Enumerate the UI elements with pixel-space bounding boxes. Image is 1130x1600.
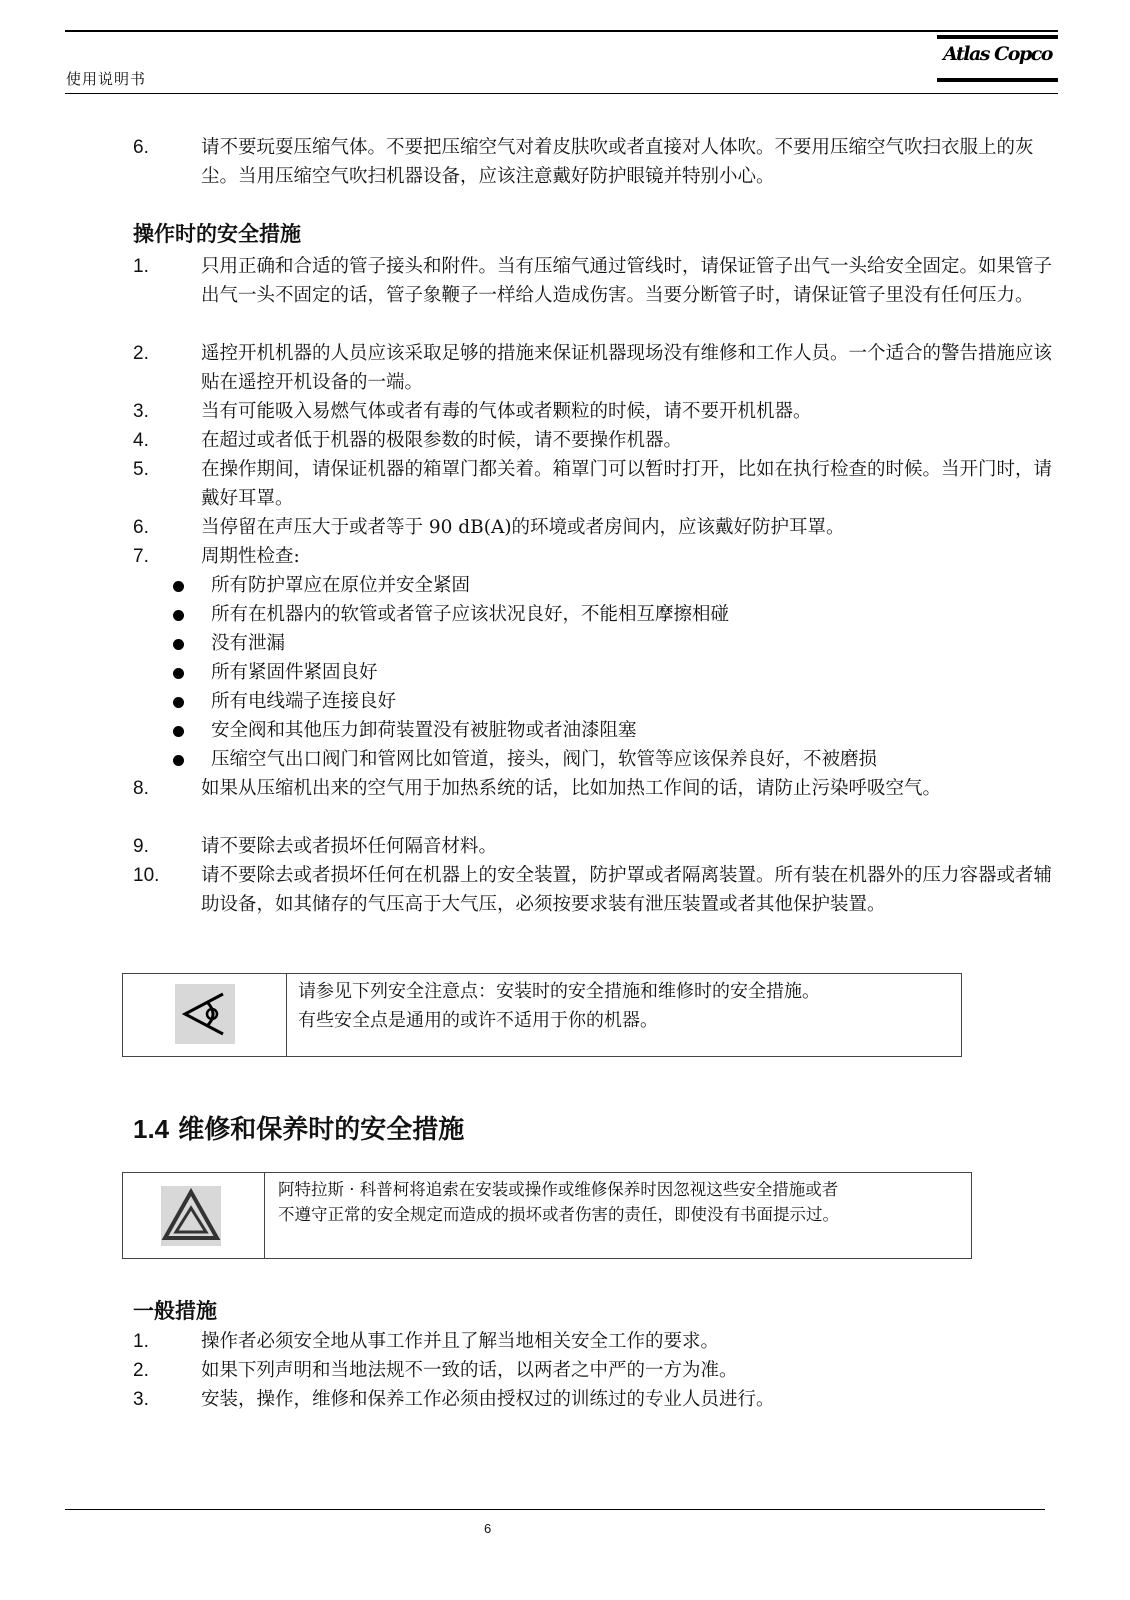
warning-line: 不遵守正常的安全规定而造成的损坏或者伤害的责任，即使没有书面提示过。 [278,1205,839,1224]
item-text: 在超过或者低于机器的极限参数的时候，请不要操作机器。 [201,430,683,451]
section-heading-operation: 操作时的安全措施 [133,221,301,246]
section-heading-general: 一般措施 [133,1298,217,1323]
warning-icon-cell [123,1173,265,1258]
item-text: 当停留在声压大于或者等于 90 dB(A)的环境或者房间内，应该戴好防护耳罩。 [201,517,845,538]
bullet-text: 所有防护罩应在原位并安全紧固 [211,575,471,596]
logo-bar-bottom [937,78,1058,82]
document-title: 使用说明书 [66,70,147,88]
bullet-icon [173,581,184,592]
item-number: 4. [133,430,149,451]
header-top-rule [65,30,1058,32]
item-text: 操作者必须安全地从事工作并且了解当地相关安全工作的要求。 [201,1331,720,1352]
bullet-text: 所有紧固件紧固良好 [211,662,378,683]
note-text [298,977,820,1035]
list-item [133,133,1058,191]
item-number: 3. [133,1389,149,1410]
note-box [122,973,962,1057]
note-icon-cell [123,974,287,1056]
section-title [133,1109,464,1146]
list-item [133,1327,1058,1356]
item-number: 10. [133,865,160,886]
note-line: 有些安全点是通用的或许不适用于你的机器。 [298,1010,658,1031]
warning-box [122,1172,972,1259]
item-number: 6. [133,137,149,158]
item-number: 6. [133,517,149,538]
list-item [133,861,1058,948]
item-text: 遥控开机机器的人员应该采取足够的措施来保证机器现场没有维修和工作人员。一个适合的警告措施应该贴在遥控开机设备的一端。 [201,343,1053,393]
warning-triangle-icon [161,1186,221,1246]
list-item [133,1356,1058,1385]
item-text: 当有可能吸入易燃气体或者有毒的气体或者颗粒的时候，请不要开机机器。 [201,401,812,422]
bullet-icon [173,668,184,679]
eye-icon [175,984,235,1044]
atlas-copco-logo [937,34,1058,84]
logo-text: Atlas Copco [943,43,1052,65]
list-item [133,513,1058,542]
section-title-text: 维修和保养时的安全措施 [178,1115,465,1145]
item-number: 2. [133,343,149,364]
list-item [133,542,1058,571]
bullet-text: 压缩空气出口阀门和管网比如管道，接头，阀门，软管等应该保养良好，不被磨损 [211,749,878,770]
warning-text [278,1177,839,1227]
item-number: 5. [133,459,149,480]
item-number: 1. [133,1331,149,1352]
list-item [133,426,1058,455]
header-bottom-rule [65,93,1058,94]
bullet-text: 所有在机器内的软管或者管子应该状况良好，不能相互摩擦相碰 [211,604,730,625]
item-text: 请不要玩耍压缩气体。不要把压缩空气对着皮肤吹或者直接对人体吹。不要用压缩空气吹扫衣服上的灰尘。当用压缩空气吹扫机器设备，应该注意戴好防护眼镜并特别小心。 [201,137,1034,187]
item-text: 如果下列声明和当地法规不一致的话，以两者之中严的一方为准。 [201,1360,738,1381]
item-text: 如果从压缩机出来的空气用于加热系统的话，比如加热工作间的话，请防止污染呼吸空气。 [201,778,942,799]
page-number: 6 [484,1521,492,1536]
footer-rule [65,1509,1045,1510]
item-number: 2. [133,1360,149,1381]
bullet-icon [173,610,184,621]
bullet-text: 所有电线端子连接良好 [211,691,397,712]
list-item [133,455,1058,513]
list-item [133,339,1058,397]
logo-bar-top [937,35,1058,39]
item-text: 周期性检查: [201,546,300,567]
item-number: 3. [133,401,149,422]
bullet-icon [173,755,184,766]
item-number: 1. [133,256,149,277]
item-text: 安装，操作，维修和保养工作必须由授权过的训练过的专业人员进行。 [201,1389,775,1410]
bullet-icon [173,726,184,737]
item-text: 只用正确和合适的管子接头和附件。当有压缩气通过管线时，请保证管子出气一头给安全固定。如果管子出气一头不固定的话，管子象鞭子一样给人造成伤害。当要分断管子时，请保证管子里没有任何压力。 [201,256,1053,306]
bullet-icon [173,639,184,650]
bullet-icon [173,697,184,708]
list-item [133,397,1058,426]
item-number: 7. [133,546,149,567]
bullet-text: 安全阀和其他压力卸荷装置没有被脏物或者油漆阻塞 [211,720,637,741]
list-item [133,774,1058,832]
list-item [133,1385,1058,1414]
item-number: 8. [133,778,149,799]
note-line: 请参见下列安全注意点：安装时的安全措施和维修时的安全措施。 [298,981,820,1002]
section-number: 1.4 [133,1114,170,1144]
item-text: 在操作期间，请保证机器的箱罩门都关着。箱罩门可以暂时打开，比如在执行检查的时候。当开门时，请戴好耳罩。 [201,459,1053,509]
list-item [133,252,1058,339]
item-number: 9. [133,836,149,857]
bullet-text: 没有泄漏 [211,633,286,654]
item-text: 请不要除去或者损坏任何在机器上的安全装置，防护罩或者隔离装置。所有装在机器外的压力容器或者辅助设备，如其储存的气压高于大气压，必须按要求装有泄压装置或者其他保护装置。 [201,865,1053,915]
item-text: 请不要除去或者损坏任何隔音材料。 [201,836,498,857]
list-item [133,832,1058,861]
warning-line: 阿特拉斯 · 科普柯将追索在安装或操作或维修保养时因忽视这些安全措施或者 [278,1180,839,1199]
